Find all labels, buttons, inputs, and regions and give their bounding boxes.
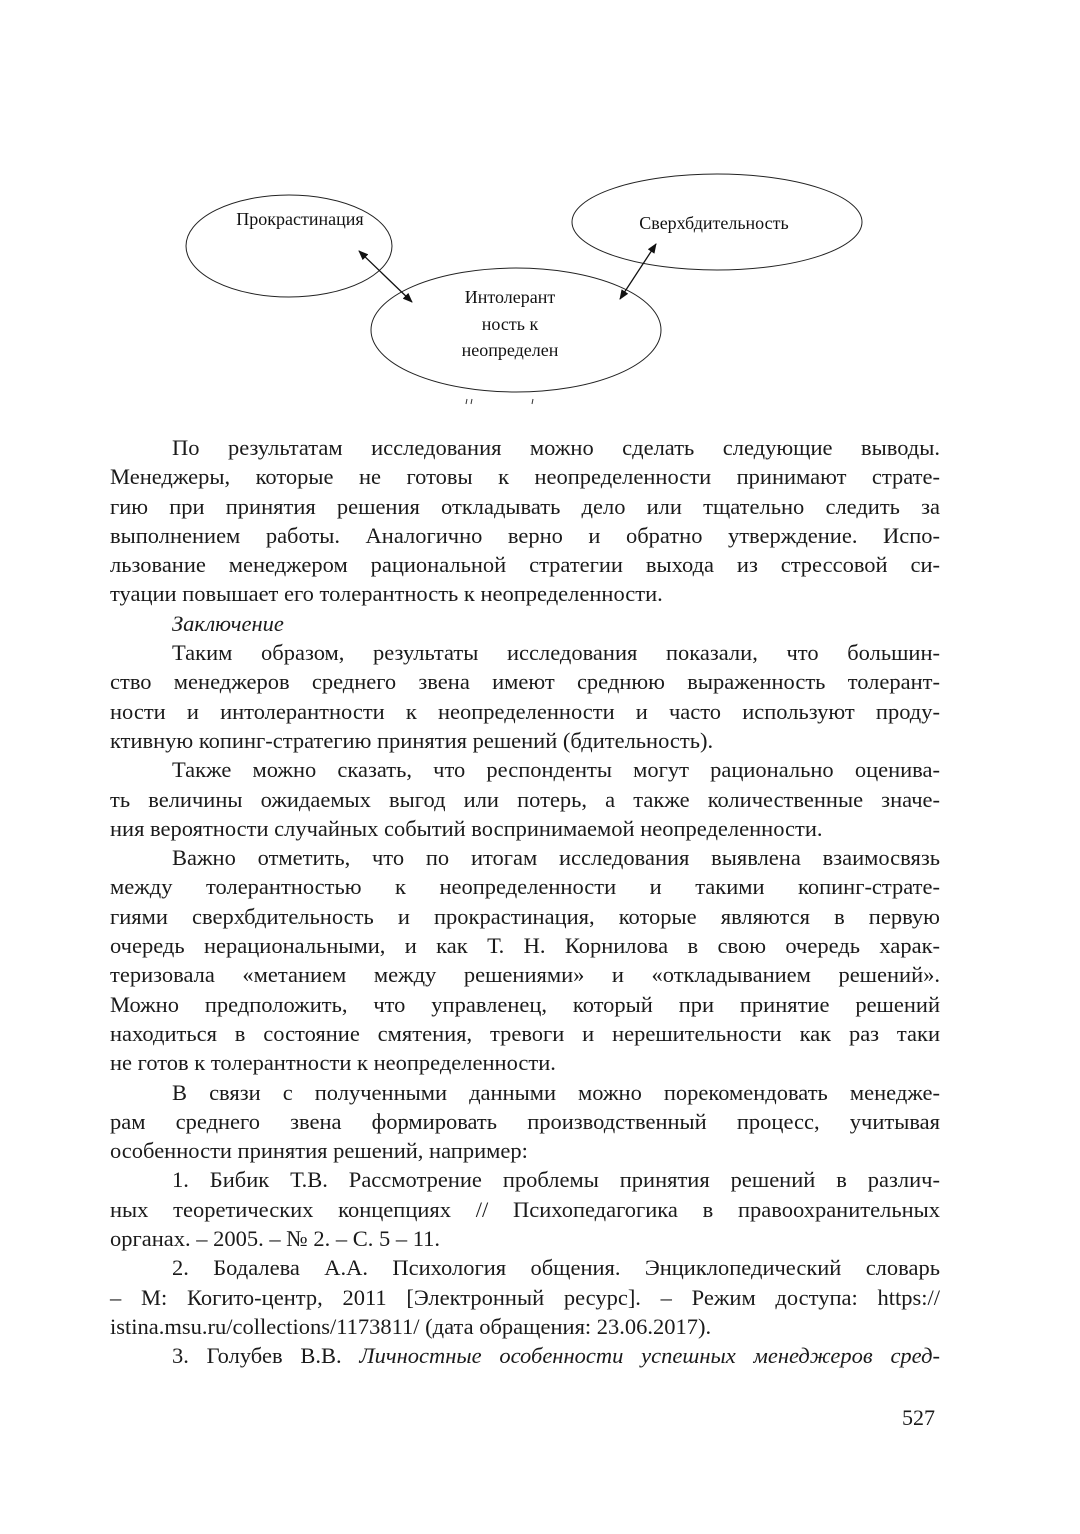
section-heading [110, 609, 940, 638]
reference-author: 3. Голубев В.В. [172, 1343, 360, 1369]
text-line: гию при принятия решения откладывать дело или тщательно следить за [110, 493, 940, 519]
text-line: Менеджеры, которые не готовы к неопределенности принимают страте- [110, 464, 940, 490]
text-line: istina.msu.ru/collections/1173811/ (дата обращения: 23.06.2017). [110, 1313, 712, 1339]
paragraph [110, 755, 940, 843]
node-label-procrastination: Прокрастинация [236, 209, 364, 229]
text-line: туации повышает его толерантность к неопределенности. [110, 581, 663, 607]
text-line: ктивную копинг-стратегию принятия решений (бдительность). [110, 727, 714, 753]
relationship-diagram [0, 0, 1080, 420]
text-line: ть величины ожидаемых выгод или потерь, а также количественные значе- [110, 786, 940, 812]
text-line: находиться в состояние смятения, тревоги и нерешительности как раз таки [110, 1020, 940, 1046]
reference-item [110, 1253, 940, 1341]
text-line: рам среднего звена формировать производственный процесс, учитывая [110, 1108, 940, 1134]
text-line: между толерантностью к неопределенности и такими копинг-страте- [110, 874, 940, 900]
arrow-procrastination-intolerance [359, 251, 412, 302]
text-line: очередь нерациональными, и как Т. Н. Корнилова в свою очередь харак- [110, 933, 940, 959]
node-label-intolerance-3: неопределен [461, 340, 559, 360]
text-line: Таким образом, результаты исследования показали, что большин- [172, 640, 940, 666]
paragraph [110, 1078, 940, 1166]
paragraph [110, 433, 940, 609]
text-line: ности и интолерантности к неопределенности и часто используют проду- [110, 698, 940, 724]
text-line: Заключение [172, 610, 284, 636]
text-line: льзование менеджером рациональной стратегии выхода из стрессовой си- [110, 552, 940, 578]
text-line: ния вероятности случайных событий воспринимаемой неопределенности. [110, 815, 823, 841]
text-line: Важно отметить, что по итогам исследования выявлена взаимосвязь [172, 845, 940, 871]
clipped-text-fragment [466, 399, 533, 404]
text-line: В связи с полученными данными можно порекомендовать менедже- [172, 1079, 940, 1105]
text-line: ных теоретических концепциях // Психопедагогика в правоохранительных [110, 1196, 940, 1222]
text-line: 2. Бодалева А.А. Психология общения. Энциклопедический словарь [172, 1255, 940, 1281]
text-line: Также можно сказать, что респонденты могут рационально оценива- [172, 757, 940, 783]
text-line: теризовала «метанием между решениями» и «откладыванием решений». [110, 962, 940, 988]
reference-title: Личностные особенности успешных менеджеров сред- [359, 1343, 940, 1369]
arrow-hypervigilance-intolerance [620, 244, 656, 299]
reference-item [110, 1341, 940, 1370]
paragraph [110, 638, 940, 755]
text-line: По результатам исследования можно сделать следующие выводы. [172, 435, 940, 460]
text-line: ство менеджеров среднего звена имеют среднюю выраженность толерант- [110, 669, 940, 695]
node-label-hypervigilance: Сверхбдительность [639, 213, 789, 233]
page-number: 527 [902, 1405, 935, 1430]
node-label-intolerance-1: Интолерант [464, 287, 556, 307]
text-line: не готов к толерантности к неопределенности. [110, 1050, 556, 1076]
text-line: гиями сверхбдительность и прокрастинация, которые являются в первую [110, 903, 940, 929]
text-line: 1. Бибик Т.В. Рассмотрение проблемы принятия решений в различ- [172, 1167, 940, 1193]
text-line: особенности принятия решений, например: [110, 1138, 528, 1164]
reference-item [110, 1165, 940, 1253]
text-line: Можно предположить, что управленец, который при принятие решений [110, 991, 940, 1017]
text-line: – М: Когито-центр, 2011 [Электронный ресурс]. – Режим доступа: https:// [110, 1284, 940, 1310]
text-line: органах. – 2005. – № 2. – С. 5 – 11. [110, 1226, 441, 1252]
text-line: выполнением работы. Аналогично верно и обратно утверждение. Испо- [110, 522, 940, 548]
body-text [110, 433, 940, 1371]
paragraph [110, 843, 940, 1077]
node-label-intolerance-2: ность к [481, 314, 539, 334]
